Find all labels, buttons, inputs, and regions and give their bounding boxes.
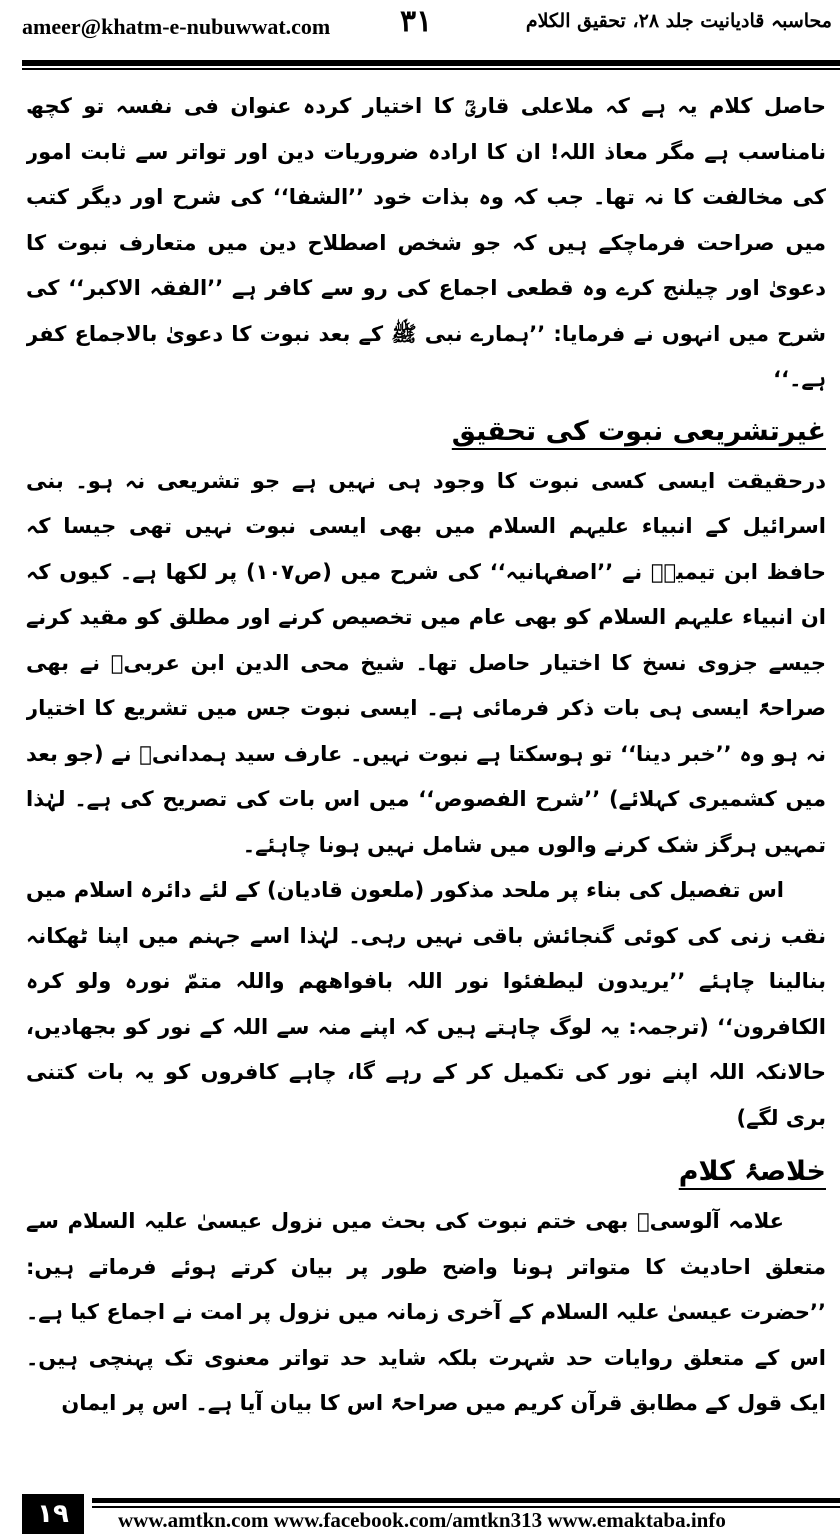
section1-paragraph-2: اس تفصیل کی بناء پر ملحد مذکور (ملعون قادیان) کے لئے دائرہ اسلام میں نقب زنی کی کوئی گنجائش باقی نہیں رہی۔ لہٰذا اسے جہنم میں اپنا ٹھکانہ بنالینا چاہئے ’’یریدون لیطفئوا نور اللہ بافواھھم واللہ متمّ نورہ ولو کرہ الکافرون‘‘ (ترجمہ: یہ لوگ چاہتے ہیں کہ اپنے منہ سے اللہ کے نور کو بجھادیں، حالانکہ اللہ اپنے نور کی تکمیل کر کے رہے گا، چاہے کافروں کو یہ بات کتنی بری لگے) (26, 878, 826, 1130)
header-email[interactable]: ameer@khatm-e-nubuwwat.com (22, 14, 331, 39)
section2-paragraph-1: علامہ آلوسیؒ بھی ختم نبوت کی بحث میں نزول عیسیٰ علیہ السلام سے متعلق احادیث کا متواتر ہونا واضح طور پر بیان کرتے ہوئے فرماتے ہیں: ’’حضرت عیسیٰ علیہ السلام کے آخری زمانہ میں نزول پر امت نے اجماع کیا ہے۔ اس کے متعلق روایات حد شہرت بلکہ شاید حد تواتر معنوی تک پہنچی ہیں۔ ایک قول کے مطابق قرآن کریم میں صراحۃً اس کا بیان آیا ہے۔ اس پر ایمان (26, 1209, 826, 1415)
section-heading-summary: خلاصۂ کلام (678, 1156, 826, 1187)
page-footer (0, 1488, 840, 1540)
footer-rule-thick (92, 1498, 840, 1503)
page-header (0, 0, 840, 62)
header-rule-thin (22, 68, 840, 70)
section-heading-non-legislative-prophethood: غیرتشریعی نبوت کی تحقیق (451, 415, 826, 447)
section1-paragraph-1: درحقیقت ایسی کسی نبوت کا وجود ہی نہیں ہے جو تشریعی نہ ہو۔ بنی اسرائیل کے انبیاء علیہم السلام میں بھی ایسی نبوت نہیں تھی جیسا کہ حافظ ابن تیمیہؒ نے ’’اصفہانیہ‘‘ کی شرح میں (ص۱۰۷) پر لکھا ہے۔ کیوں کہ ان انبیاء علیہم السلام کو بھی عام میں تخصیص کرنے اور مطلق کو مقید کرنے جیسے جزوی نسخ کا اختیار حاصل تھا۔ شیخ محی الدین ابن عربیؒ نے بھی صراحۃً ایسی ہی بات ذکر فرمائی ہے۔ ایسی نبوت جس میں تشریع کا اختیار نہ ہو وہ ’’خبر دینا‘‘ تو ہوسکتا ہے نبوت نہیں۔ عارف سید ہمدانیؒ نے (جو بعد میں کشمیری کہلائے) ’’شرح الفصوص‘‘ میں اس بات کی تصریح کی ہے۔ لہٰذا تمہیں ہرگز شک کرنے والوں میں شامل نہیں ہونا چاہئے۔ (26, 468, 826, 857)
page-body (26, 84, 826, 1482)
footer-website-links[interactable]: www.amtkn.com www.facebook.com/amtkn313 www.emaktaba.info (118, 1508, 726, 1532)
intro-paragraph: حاصل کلام یہ ہے کہ ملاعلی قاریؒ کا اختیار کردہ عنوان فی نفسہ تو کچھ نامناسب ہے مگر معاذ اللہ! ان کا ارادہ ضروریات دین اور تواتر سے ثابت امور کی مخالفت کا نہ تھا۔ جب کہ وہ بذات خود ’’الشفا‘‘ کی شرح اور دیگر کتب میں صراحت فرماچکے ہیں کہ جو شخص اصطلاح دین میں متعارف نبوت کا دعویٰ اور چیلنج کرے وہ قطعی اجماع کی رو سے کافر ہے ’’الفقہ الاکبر‘‘ کی شرح میں انہوں نے فرمایا: ’’ہمارے نبی ﷺ کے بعد نبوت کا دعویٰ بالاجماع کفر ہے۔‘‘ (26, 94, 826, 391)
header-book-title: محاسبہ قادیانیت جلد ۲۸، تحقیق الکلام (525, 10, 832, 32)
footer-folio-number: ۱۹ (22, 1494, 84, 1534)
header-rule-thick (22, 60, 840, 66)
header-page-number: ۳۱ (400, 4, 433, 39)
